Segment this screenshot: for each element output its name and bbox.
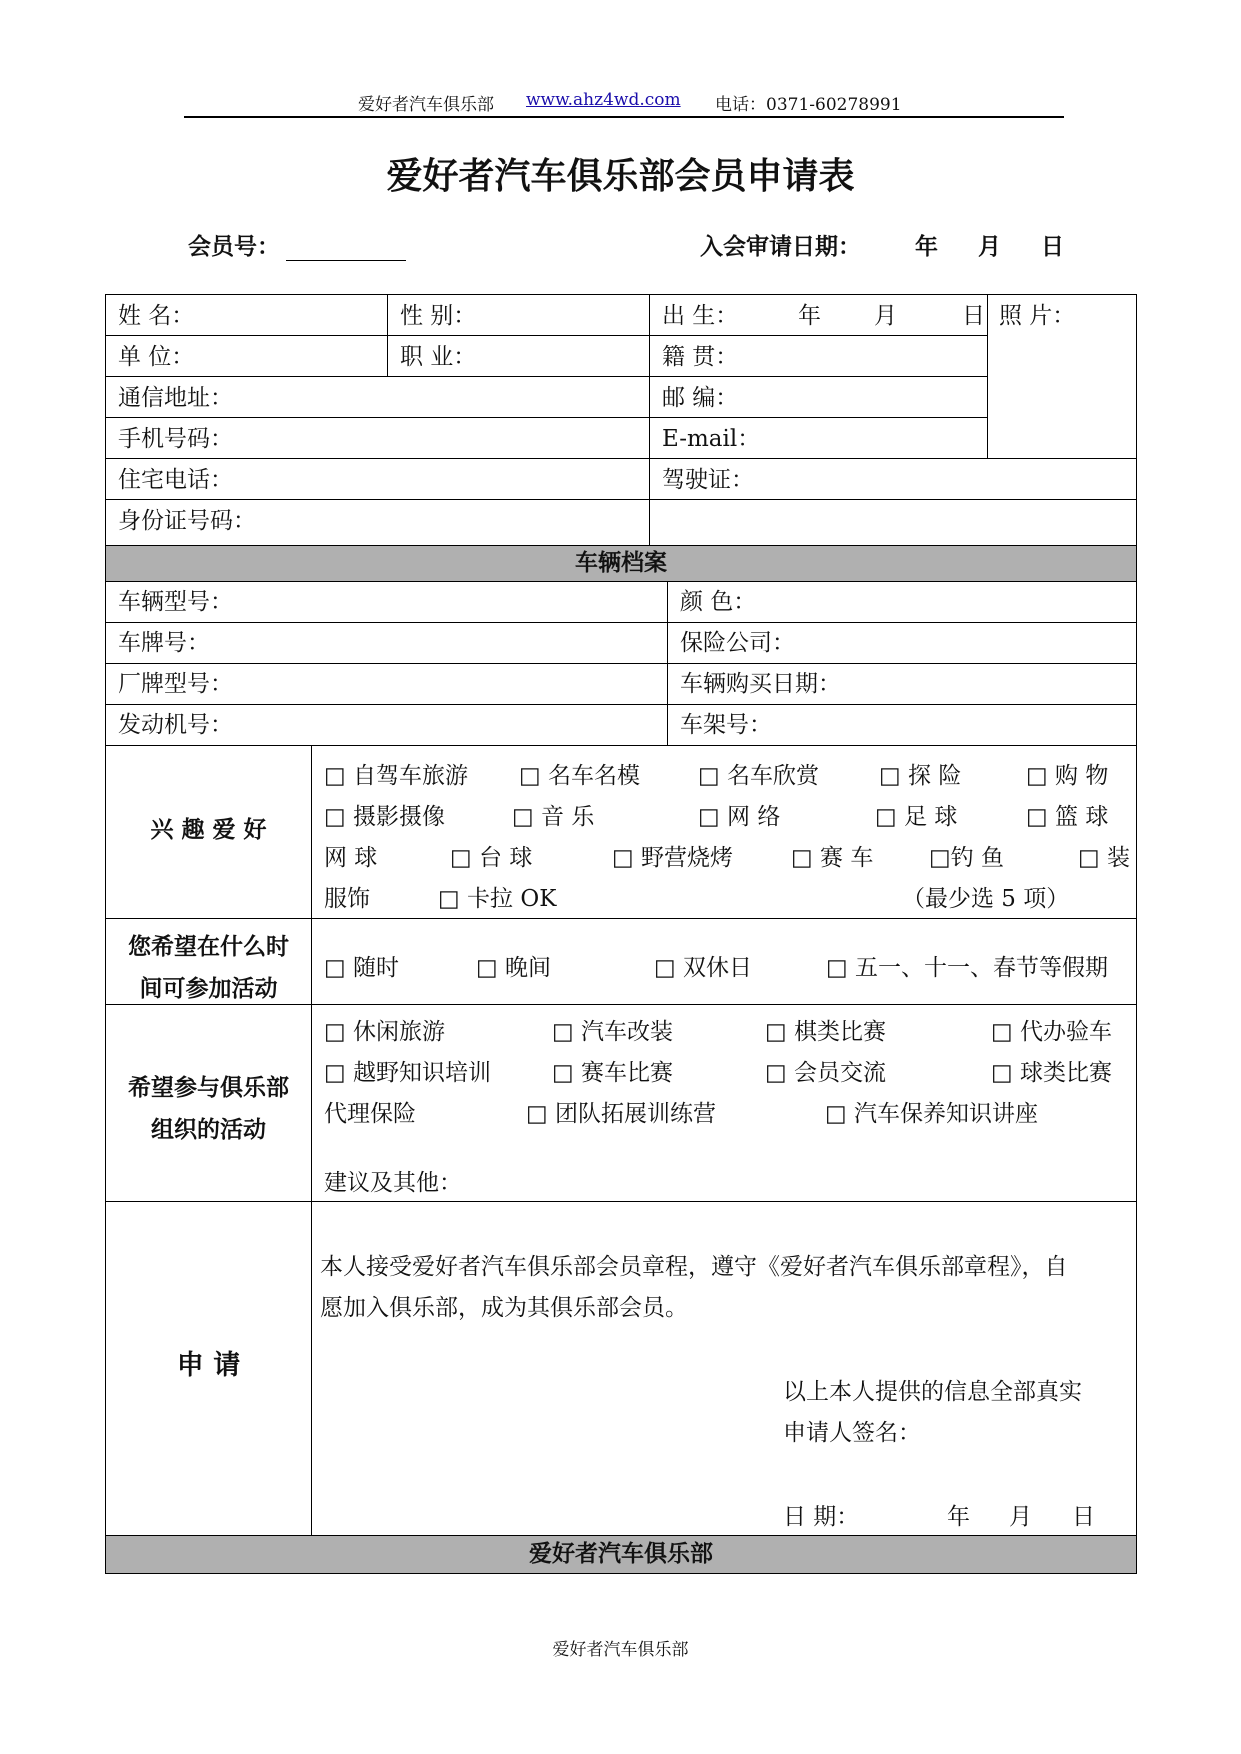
photo-label: 照 片：	[999, 303, 1076, 329]
signature-label: 申请人签名：	[783, 1420, 921, 1446]
time-option[interactable]: □ 双休日	[654, 955, 753, 981]
page-footer: 爱好者汽车俱乐部	[552, 1640, 689, 1660]
hobby-option[interactable]: □ 摄影摄像	[324, 804, 446, 830]
email-label: E-mail：	[662, 426, 761, 452]
time-label-line2: 间可参加活动	[139, 976, 278, 1002]
vehicle-section-title: 车辆档案	[575, 550, 667, 576]
native-place-label: 籍 贯：	[662, 344, 739, 370]
member-number-blank[interactable]	[286, 236, 406, 261]
activity-option[interactable]: □ 汽车改装	[552, 1019, 674, 1045]
hobby-option[interactable]: □ 野营烧烤	[612, 845, 734, 871]
time-label-line1: 您希望在什么时	[128, 934, 289, 960]
job-label: 职 业：	[400, 344, 477, 370]
engine-number-label: 发动机号：	[118, 712, 233, 738]
hobby-option[interactable]: □ 探 险	[879, 763, 962, 789]
mobile-label: 手机号码：	[118, 426, 233, 452]
activities-label-line1: 希望参与俱乐部	[128, 1075, 289, 1101]
time-option[interactable]: □ 晚间	[476, 955, 552, 981]
time-option[interactable]: □ 随时	[324, 955, 400, 981]
brand-model-label: 厂牌型号：	[118, 671, 233, 697]
address-label: 通信地址：	[118, 385, 233, 411]
hobby-option[interactable]: □ 装	[1078, 845, 1131, 871]
hobby-option[interactable]: □ 网 络	[698, 804, 781, 830]
hobby-option[interactable]: □钓 鱼	[929, 845, 1005, 871]
hobby-note: （最少选 5 项）	[902, 886, 1070, 912]
hobby-option[interactable]: □ 自驾车旅游	[324, 763, 469, 789]
application-date-year: 年	[947, 1504, 970, 1530]
application-text-line1: 本人接受爱好者汽车俱乐部会员章程，遵守《爱好者汽车俱乐部章程》，自	[320, 1254, 1068, 1280]
hobby-option[interactable]: □ 购 物	[1026, 763, 1109, 789]
apply-date	[700, 228, 861, 261]
activity-option[interactable]: □ 会员交流	[765, 1060, 887, 1086]
header-phone: 电话：0371-60278991	[715, 95, 902, 115]
application-text-line2: 愿加入俱乐部，成为其俱乐部会员。	[320, 1295, 688, 1321]
application-date-label: 日 期：	[783, 1504, 860, 1530]
plate-label: 车牌号：	[118, 630, 210, 656]
hobby-option[interactable]: □ 赛 车	[791, 845, 874, 871]
birth-label: 出 生：	[662, 303, 739, 329]
activity-option[interactable]: □ 休闲旅游	[324, 1019, 446, 1045]
unit-label: 单 位：	[118, 344, 195, 370]
bottom-band-title: 爱好者汽车俱乐部	[529, 1541, 713, 1567]
hobbies-label: 兴 趣 爱 好	[150, 817, 267, 843]
activity-option[interactable]: □ 代办验车	[991, 1019, 1113, 1045]
hobby-option[interactable]: 服饰	[324, 886, 370, 912]
name-label: 姓 名：	[118, 303, 195, 329]
gender-label: 性 别：	[400, 303, 477, 329]
page-header	[184, 90, 1064, 118]
application-form	[105, 294, 1137, 1574]
frame-number-label: 车架号：	[680, 712, 772, 738]
form-title: 爱好者汽车俱乐部会员申请表	[386, 156, 855, 197]
activities-label-line2: 组织的活动	[151, 1117, 266, 1143]
vehicle-model-label: 车辆型号：	[118, 589, 233, 615]
activity-option[interactable]: □ 棋类比赛	[765, 1019, 887, 1045]
postcode-label: 邮 编：	[662, 385, 739, 411]
truth-statement: 以上本人提供的信息全部真实	[783, 1379, 1082, 1405]
hobby-option[interactable]: □ 名车欣赏	[698, 763, 820, 789]
birth-day: 日	[962, 303, 985, 329]
home-phone-label: 住宅电话：	[118, 467, 233, 493]
header-club: 爱好者汽车俱乐部	[358, 95, 494, 115]
time-option[interactable]: □ 五一、十一、春节等假期	[826, 955, 1109, 981]
suggestion-label: 建议及其他：	[324, 1170, 462, 1196]
birth-month: 月	[874, 303, 897, 329]
hobby-option[interactable]: □ 音 乐	[512, 804, 595, 830]
activity-option[interactable]: □ 越野知识培训	[324, 1060, 492, 1086]
insurer-label: 保险公司：	[680, 630, 795, 656]
activity-option[interactable]: □ 球类比赛	[991, 1060, 1113, 1086]
activity-option[interactable]: □ 赛车比赛	[552, 1060, 674, 1086]
member-number	[188, 228, 406, 261]
hobby-option[interactable]: □ 台 球	[450, 845, 533, 871]
hobby-option[interactable]: □ 篮 球	[1026, 804, 1109, 830]
member-number-label: 会员号：	[188, 234, 280, 260]
activity-option[interactable]: 代理保险	[324, 1101, 416, 1127]
apply-date-month: 月	[978, 234, 1001, 260]
activity-option[interactable]: □ 团队拓展训练营	[526, 1101, 717, 1127]
application-label: 申 请	[176, 1350, 241, 1381]
hobby-option[interactable]: □ 名车名模	[519, 763, 641, 789]
apply-date-year: 年	[915, 234, 938, 260]
birth-year: 年	[798, 303, 821, 329]
hobby-option[interactable]: □ 卡拉 OK	[438, 886, 557, 912]
apply-date-label: 入会审请日期：	[700, 234, 861, 260]
hobby-option[interactable]: □ 足 球	[875, 804, 958, 830]
application-date-month: 月	[1009, 1504, 1032, 1530]
hobby-option[interactable]: 网 球	[324, 845, 378, 871]
purchase-date-label: 车辆购买日期：	[680, 671, 841, 697]
id-number-label: 身份证号码：	[118, 508, 256, 534]
license-label: 驾驶证：	[662, 467, 754, 493]
activity-option[interactable]: □ 汽车保养知识讲座	[825, 1101, 1039, 1127]
apply-date-day: 日	[1041, 234, 1064, 260]
website-link[interactable]: www.ahz4wd.com	[526, 90, 681, 110]
vehicle-color-label: 颜 色：	[680, 589, 757, 615]
application-date-day: 日	[1072, 1504, 1095, 1530]
